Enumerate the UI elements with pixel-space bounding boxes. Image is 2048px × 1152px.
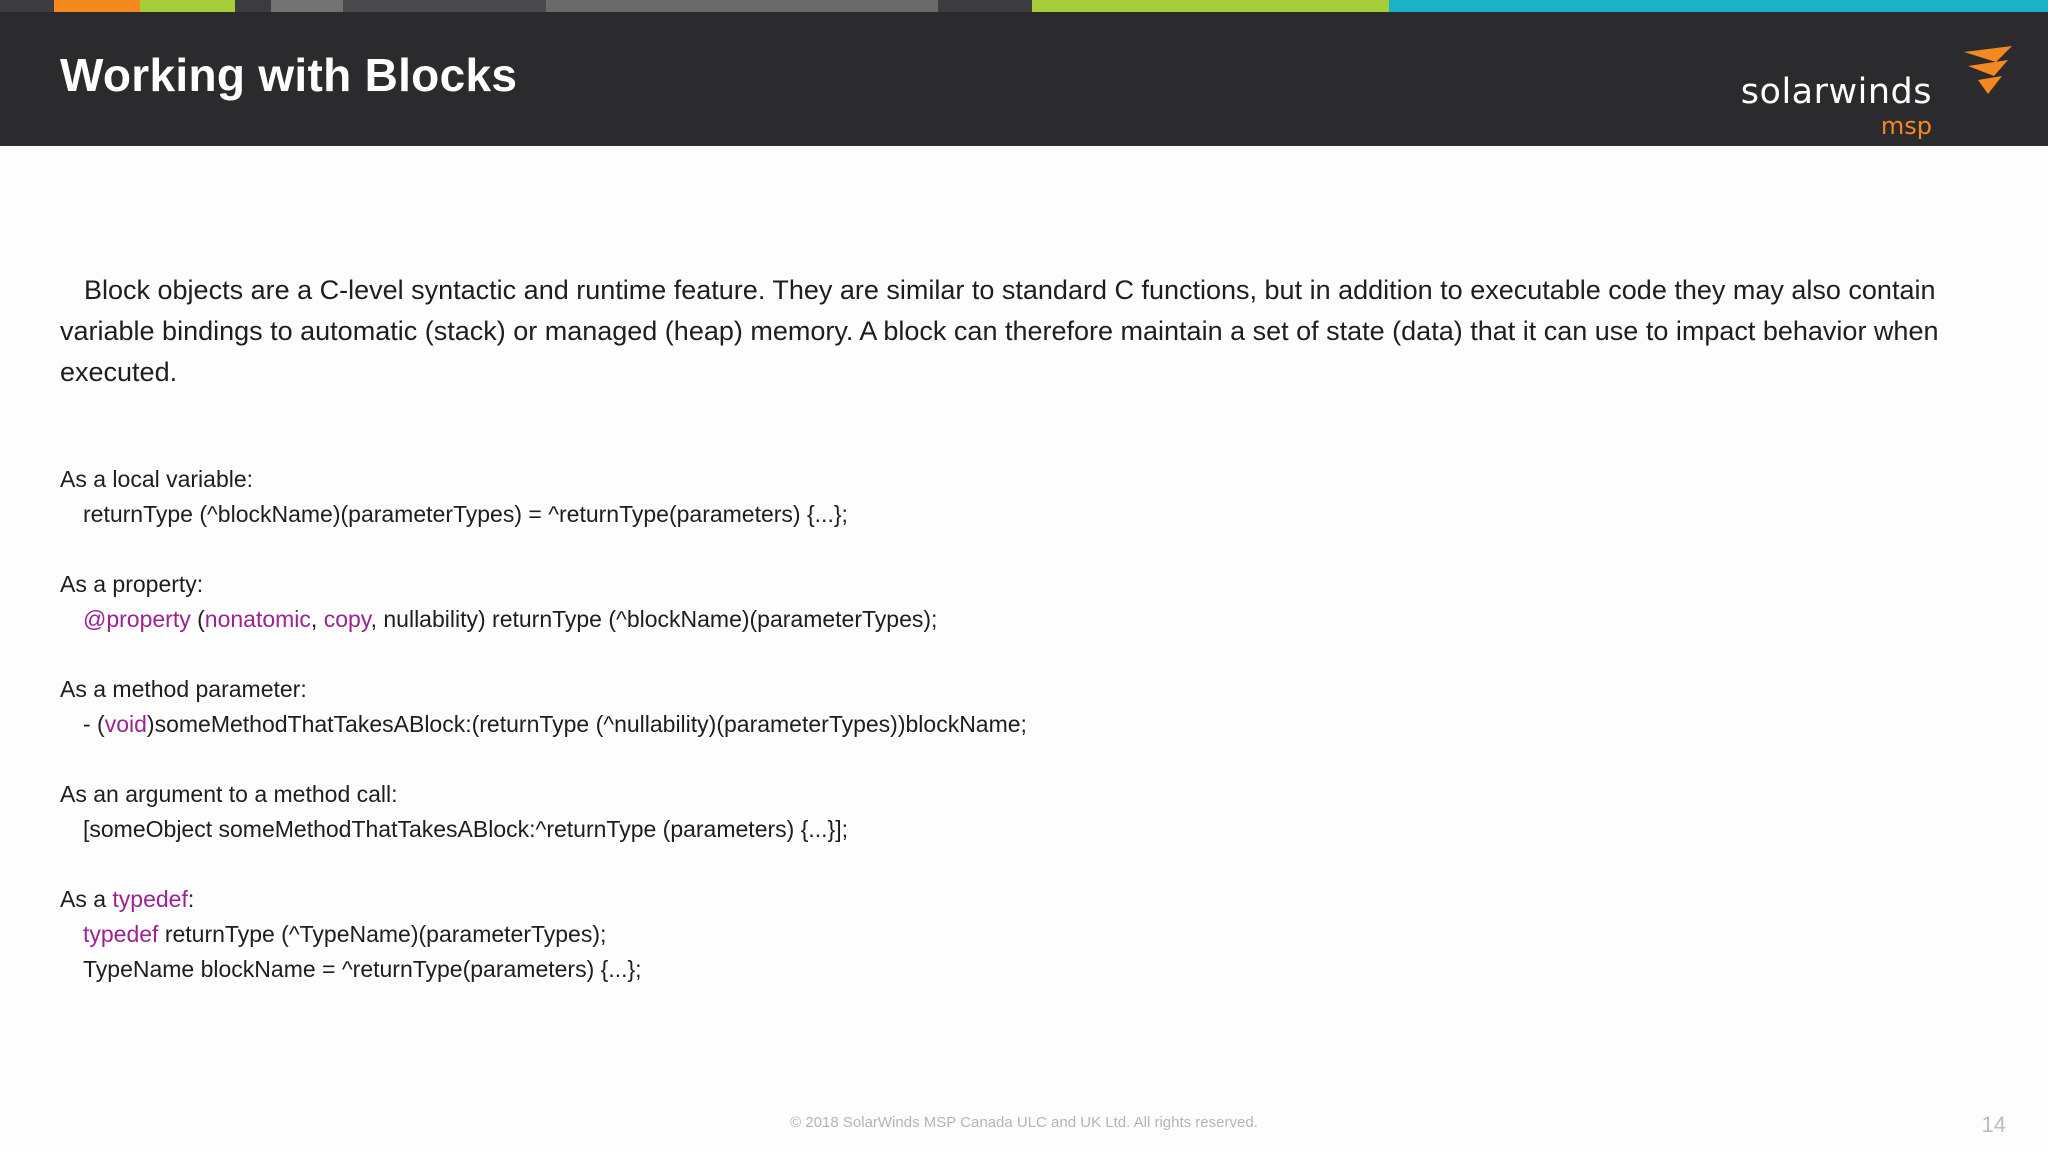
intro-paragraph: Block objects are a C-level syntactic and runtime feature. They are similar to standard C functions, but in addition to executable code they may also contain variable bindings to automatic (stack) or managed (heap) memory. A block can therefore maintain a set of state (data) that it can use to impact behavior when executed. (60, 275, 1939, 387)
example-method-argument (60, 777, 1960, 847)
label-text: : (187, 886, 195, 912)
strip-segment (235, 0, 271, 12)
code-line: returnType (^blockName)(parameterTypes) = ^returnType(parameters) {...}; (83, 501, 848, 527)
code-text: ( (190, 606, 205, 632)
title-bar (0, 12, 2048, 146)
syntax-examples (60, 462, 1960, 1022)
page-number: 14 (1981, 1112, 2006, 1137)
example-label: As a property: (60, 571, 204, 597)
example-label: As a method parameter: (60, 676, 307, 702)
example-local-variable (60, 462, 1960, 532)
label-text: As a (60, 886, 113, 912)
strip-segment (546, 0, 938, 12)
strip-segment (1389, 0, 2048, 12)
example-label: As a local variable: (60, 466, 254, 492)
strip-segment (54, 0, 140, 12)
strip-segment (0, 0, 54, 12)
example-property (60, 567, 1960, 637)
example-typedef (60, 882, 1960, 987)
keyword: nonatomic (204, 606, 311, 632)
logo-wordmark: solarwinds (1740, 72, 1932, 112)
slide-title: Working with Blocks (60, 49, 518, 101)
example-method-parameter (60, 672, 1960, 742)
solarwinds-msp-logo (1740, 40, 2014, 140)
keyword: void (104, 711, 147, 737)
logo-subtitle: msp (1880, 112, 1932, 140)
strip-segment (938, 0, 1032, 12)
keyword: typedef (83, 921, 159, 947)
code-line (60, 707, 1960, 742)
copyright-footer: © 2018 SolarWinds MSP Canada ULC and UK Ltd. All rights reserved. (790, 1114, 1258, 1131)
strip-segment (140, 0, 235, 12)
strip-segment (343, 0, 546, 12)
code-line (60, 602, 1960, 637)
example-label (60, 882, 1960, 917)
keyword: copy (323, 606, 371, 632)
keyword: @property (83, 606, 191, 632)
intro-section (60, 270, 2010, 393)
code-text: returnType (^TypeName)(parameterTypes); (158, 921, 607, 947)
example-label: As an argument to a method call: (60, 781, 398, 807)
strip-segment (271, 0, 343, 12)
code-text: , nullability) returnType (^blockName)(parameterTypes); (370, 606, 938, 632)
keyword: typedef (112, 886, 188, 912)
code-text: )someMethodThatTakesABlock:(returnType (^nullability)(parameterTypes))blockName; (146, 711, 1027, 737)
code-line: [someObject someMethodThatTakesABlock:^returnType (parameters) {...}]; (83, 816, 849, 842)
code-line: TypeName blockName = ^returnType(parameters) {...}; (83, 956, 642, 982)
logo-flame-icon (1958, 46, 2014, 102)
code-line (60, 917, 1960, 952)
code-text: , (310, 606, 324, 632)
strip-segment (1032, 0, 1389, 12)
code-text: - ( (83, 711, 105, 737)
color-strip (0, 0, 2048, 12)
